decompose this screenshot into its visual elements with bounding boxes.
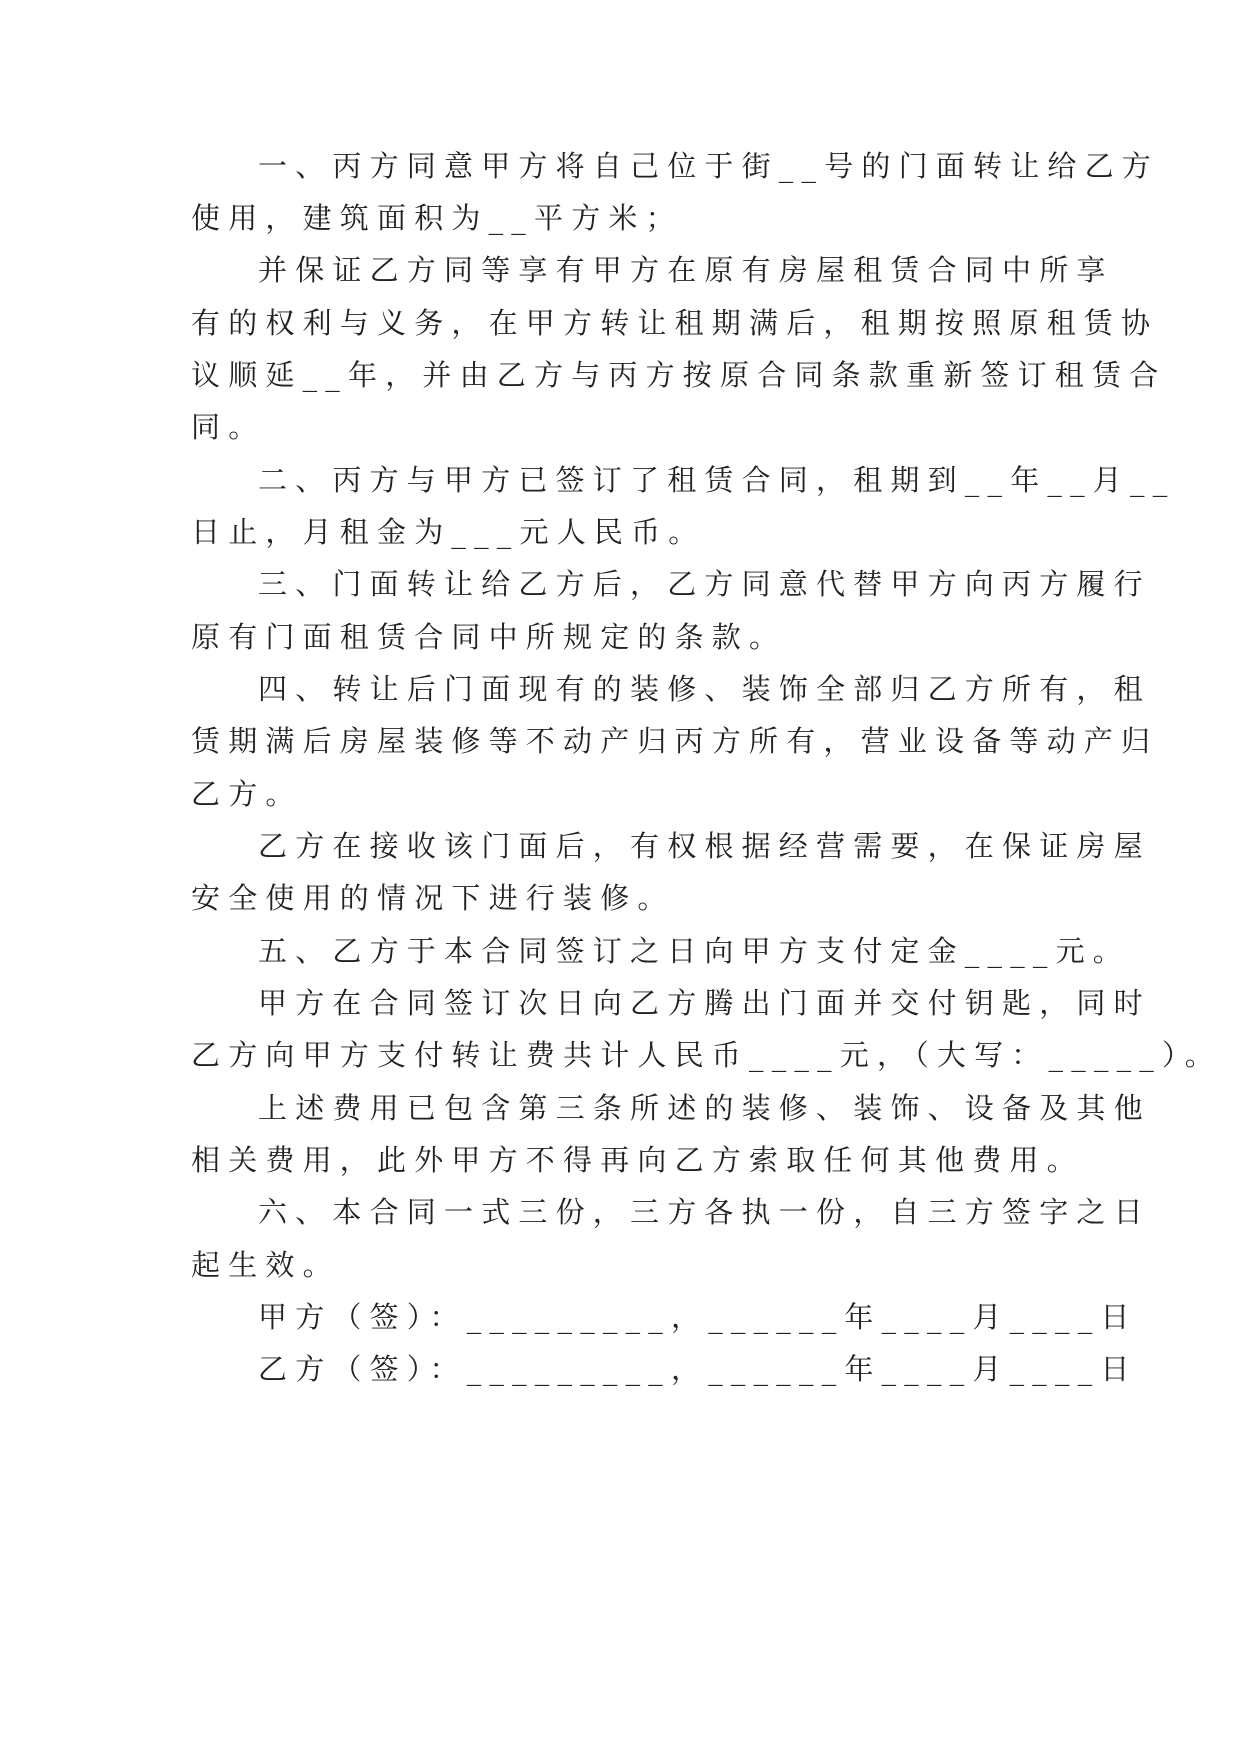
clause-5-cont-line-2: 乙方向甲方支付转让费共计人民币____元，（大写：_____）。 xyxy=(191,1038,1222,1072)
clause-3-line-1: 三、门面转让给乙方后，乙方同意代替甲方向丙方履行 xyxy=(258,567,1151,601)
clause-3-line-2: 原有门面租赁合同中所规定的条款。 xyxy=(191,620,787,654)
clause-4-line-2: 赁期满后房屋装修等不动产归丙方所有，营业设备等动产归 xyxy=(191,724,1159,758)
clause-5-fee-line-2: 相关费用，此外甲方不得再向乙方索取任何其他费用。 xyxy=(191,1143,1084,1177)
clause-1-line-1: 一、丙方同意甲方将自己位于街__号的门面转让给乙方 xyxy=(258,149,1160,183)
clause-6-line-2: 起生效。 xyxy=(191,1248,340,1282)
clause-4-line-3: 乙方。 xyxy=(191,777,303,811)
clause-4-cont-line-1: 乙方在接收该门面后，有权根据经营需要，在保证房屋 xyxy=(258,829,1151,863)
clause-1-cont-line-2: 有的权利与义务，在甲方转让租期满后，租期按照原租赁协 xyxy=(191,306,1159,340)
party-b-signature-line: 乙方（签）：_________，______年____月____日 xyxy=(258,1352,1138,1386)
clause-6-line-1: 六、本合同一式三份，三方各执一份，自三方签字之日 xyxy=(258,1195,1151,1229)
clause-1-cont-line-1: 并保证乙方同等享有甲方在原有房屋租赁合同中所享 xyxy=(258,253,1114,287)
clause-4-line-1: 四、转让后门面现有的装修、装饰全部归乙方所有，租 xyxy=(258,672,1151,706)
clause-2-line-2: 日止，月租金为___元人民币。 xyxy=(191,515,706,549)
clause-4-cont-line-2: 安全使用的情况下进行装修。 xyxy=(191,881,675,915)
party-a-signature-line: 甲方（签）：_________，______年____月____日 xyxy=(258,1300,1138,1334)
clause-2-line-1: 二、丙方与甲方已签订了租赁合同，租期到__年__月__ xyxy=(258,463,1176,497)
clause-5-cont-line-1: 甲方在合同签订次日向乙方腾出门面并交付钥匙，同时 xyxy=(258,986,1151,1020)
clause-5-line-1: 五、乙方于本合同签订之日向甲方支付定金____元。 xyxy=(258,934,1131,968)
clause-1-cont-line-4: 同。 xyxy=(191,410,266,444)
clause-5-fee-line-1: 上述费用已包含第三条所述的装修、装饰、设备及其他 xyxy=(258,1091,1151,1125)
clause-1-line-2: 使用，建筑面积为__平方米； xyxy=(191,201,683,235)
clause-1-cont-line-3: 议顺延__年，并由乙方与丙方按原合同条款重新签订租赁合 xyxy=(191,358,1167,392)
